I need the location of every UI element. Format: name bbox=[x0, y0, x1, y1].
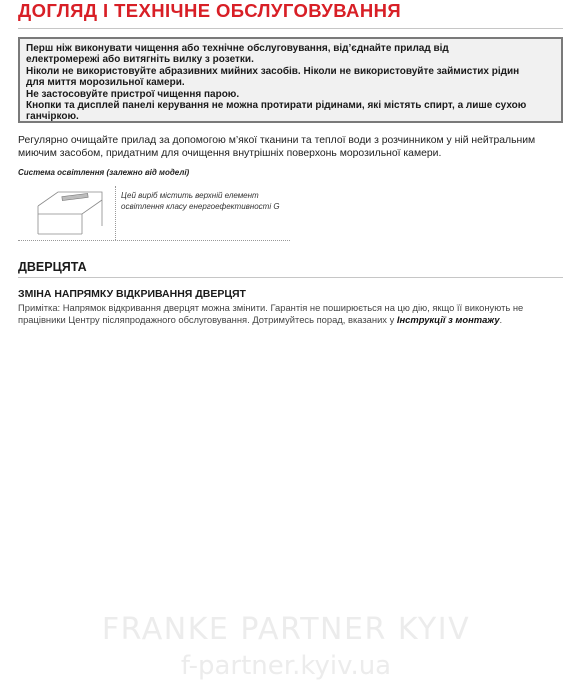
warning-line: Кнопки та дисплей панелі керування не можна протирати рідинами, які містять спирт, а лише сухою bbox=[26, 100, 527, 112]
warning-line: для миття морозильної камери. bbox=[26, 77, 185, 89]
diagram-bottom-rule bbox=[18, 240, 290, 241]
warning-line: ганчіркою. bbox=[26, 111, 79, 123]
lighting-note-line: освітлення класу енергоефективності G bbox=[121, 201, 280, 211]
diagram-divider bbox=[115, 186, 116, 240]
lighting-note-line: Цей виріб містить верхній елемент bbox=[121, 191, 259, 200]
warning-line: Ніколи не використовуйте абразивних мийних засобів. Ніколи не використовуйте займистих рідин bbox=[26, 65, 520, 77]
installation-instructions-reference: Інструкції з монтажу bbox=[396, 313, 500, 325]
warning-line: Не застосовуйте пристрої чищення парою. bbox=[26, 88, 240, 100]
watermark-brand: FRANKE PARTNER KYIV bbox=[101, 612, 471, 647]
cleaning-line: миючим засобом, придатним для очищення внутрішніх поверхонь морозильної камери. bbox=[18, 147, 442, 159]
doors-divider bbox=[18, 277, 563, 278]
door-note-text: працівники Центру післяпродажного обслуговування. Дотримуйтесь порад, вказаних у bbox=[18, 313, 397, 325]
lighting-note bbox=[121, 191, 280, 212]
cleaning-paragraph bbox=[18, 135, 566, 160]
page-title: ДОГЛЯД І ТЕХНІЧНЕ ОБСЛУГОВУВАННЯ bbox=[18, 0, 402, 21]
freezer-light-diagram bbox=[30, 186, 110, 238]
warning-line: електромережі або витягніть вилку з розетки. bbox=[26, 54, 254, 66]
door-note-line bbox=[18, 314, 523, 326]
watermark-url: f-partner.kyiv.ua bbox=[180, 651, 392, 681]
cleaning-line: Регулярно очищайте прилад за допомогою м’якої тканини та теплої води з розчинником у ній нейтральним bbox=[18, 135, 536, 146]
warning-line: Перш ніж виконувати чищення або технічне обслуговування, від’єднайте прилад від bbox=[26, 43, 449, 54]
doors-heading: ДВЕРЦЯТА bbox=[18, 260, 87, 274]
warning-box bbox=[18, 37, 563, 123]
lighting-caption: Система освітлення (залежно від моделі) bbox=[18, 168, 190, 177]
door-reversal-note bbox=[18, 302, 523, 326]
door-note-period: . bbox=[499, 313, 503, 325]
door-reversal-heading: ЗМІНА НАПРЯМКУ ВІДКРИВАННЯ ДВЕРЦЯТ bbox=[18, 288, 246, 300]
light-element-icon bbox=[62, 193, 88, 200]
door-note-line: Примітка: Напрямок відкривання дверцят можна змінити. Гарантія не поширюється на цю дію, якщо її виконують не bbox=[18, 302, 524, 313]
title-divider bbox=[18, 28, 563, 29]
